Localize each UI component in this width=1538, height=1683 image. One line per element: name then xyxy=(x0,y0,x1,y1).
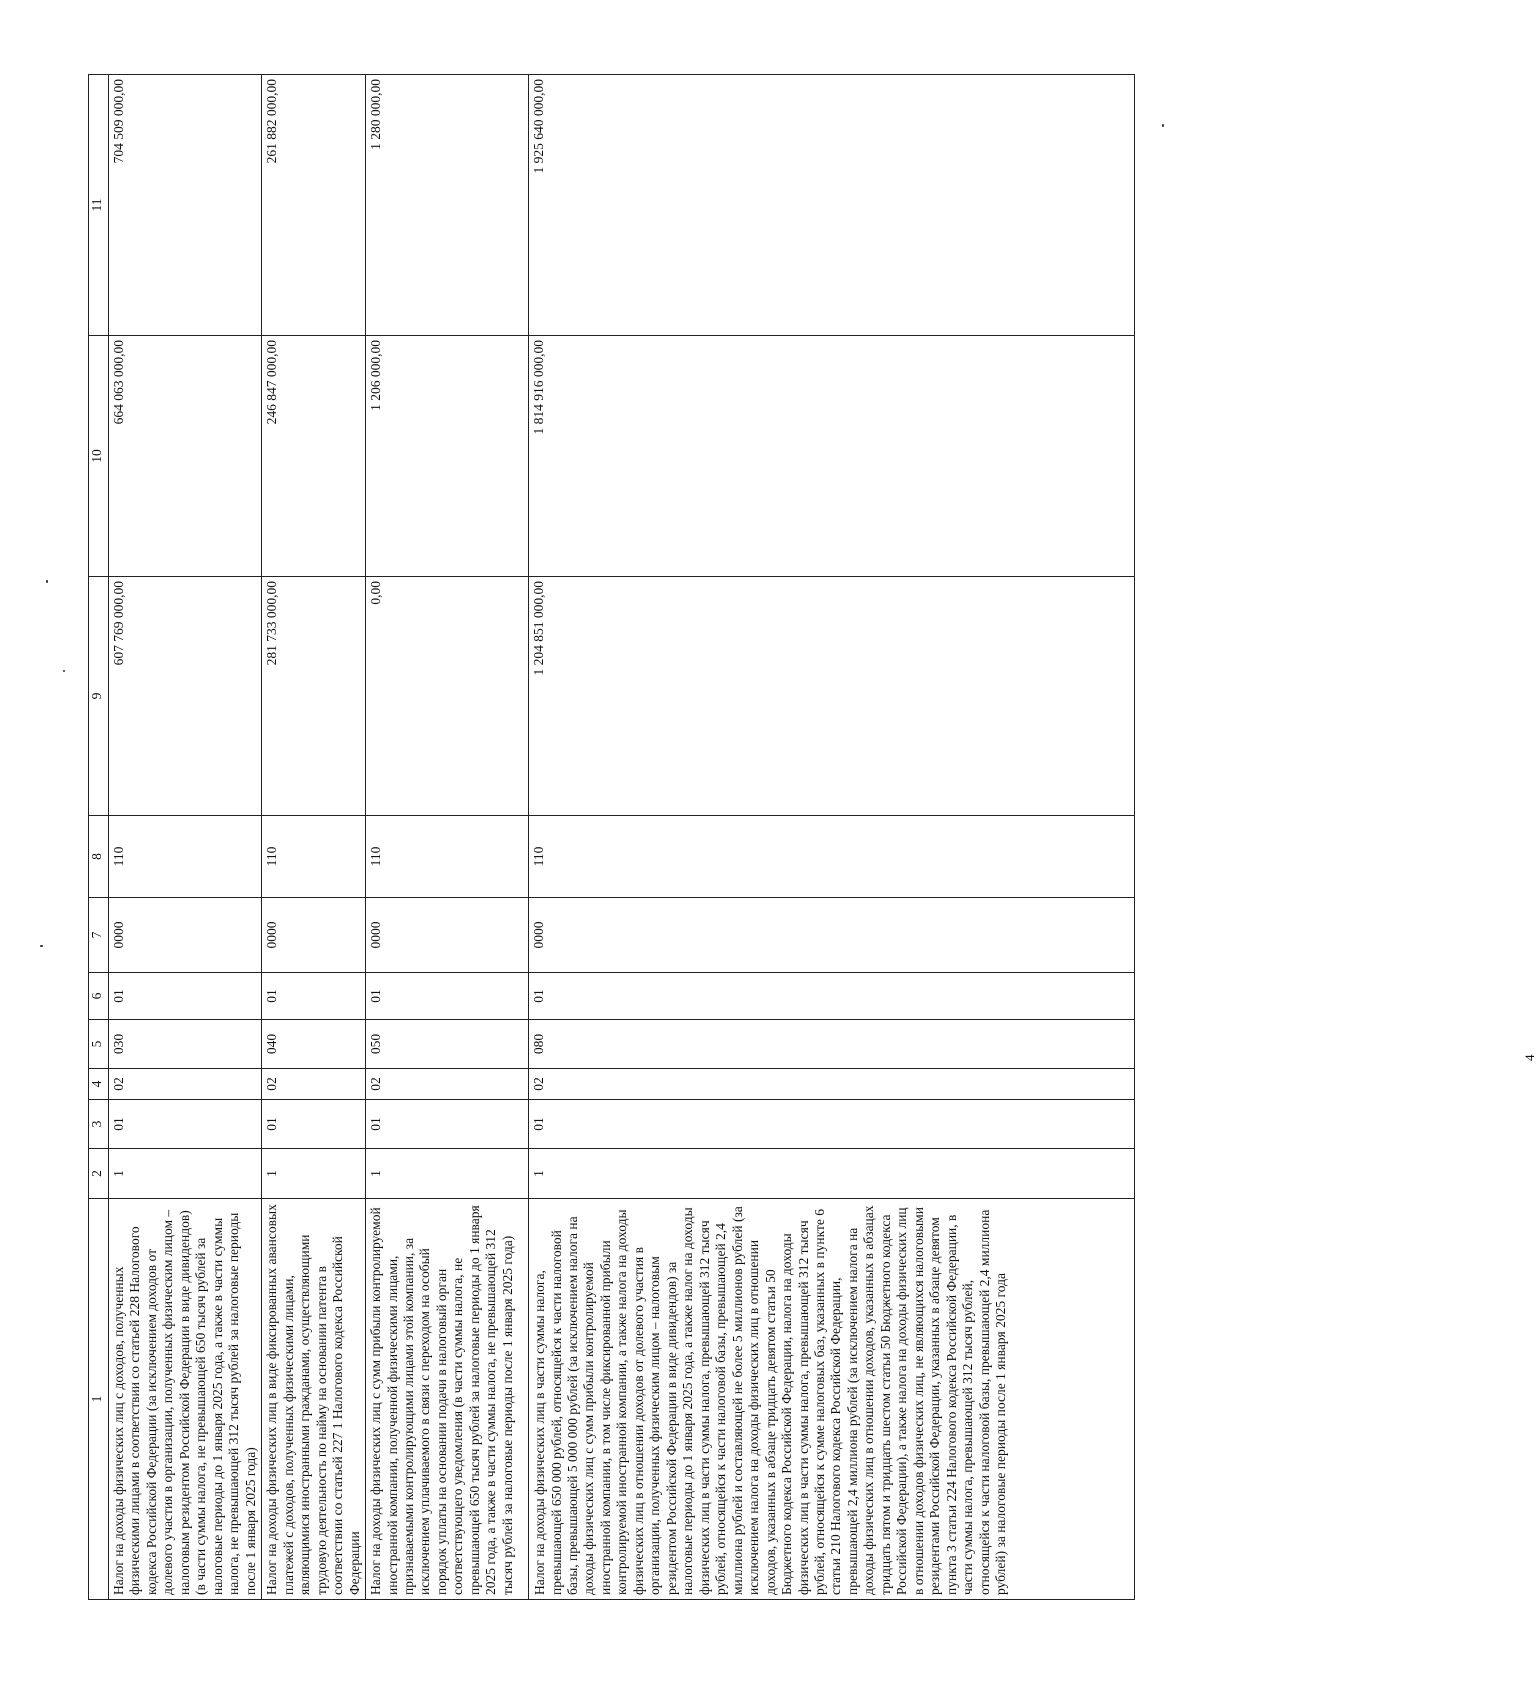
scan-speck xyxy=(63,670,65,672)
cell-c2: 1 xyxy=(109,1149,262,1199)
landscape-page xyxy=(88,75,1108,1600)
cell-c6: 01 xyxy=(366,973,529,1020)
cell-c2: 1 xyxy=(366,1149,529,1199)
cell-c4: 02 xyxy=(109,1069,262,1100)
cell-amount-c9: 1 204 851 000,00 xyxy=(529,577,1135,816)
cell-c8: 110 xyxy=(262,816,366,898)
cell-amount-c9: 0,00 xyxy=(366,577,529,816)
cell-amount-c11: 1 280 000,00 xyxy=(366,75,529,336)
cell-c3: 01 xyxy=(262,1100,366,1149)
col-header-3: 3 xyxy=(89,1100,109,1149)
cell-c8: 110 xyxy=(366,816,529,898)
cell-c3: 01 xyxy=(529,1100,1135,1149)
cell-c4: 02 xyxy=(366,1069,529,1100)
cell-c7: 0000 xyxy=(366,898,529,973)
scan-speck xyxy=(40,945,43,947)
cell-c8: 110 xyxy=(109,816,262,898)
cell-c5: 040 xyxy=(262,1020,366,1069)
table-row xyxy=(366,75,529,1600)
table-row xyxy=(529,75,1135,1600)
col-header-9: 9 xyxy=(89,577,109,816)
cell-amount-c10: 664 063 000,00 xyxy=(109,336,262,577)
cell-amount-c11: 1 925 640 000,00 xyxy=(529,75,1135,336)
col-header-4: 4 xyxy=(89,1069,109,1100)
cell-c5: 030 xyxy=(109,1020,262,1069)
col-header-6: 6 xyxy=(89,973,109,1020)
cell-c4: 02 xyxy=(262,1069,366,1100)
cell-c8: 110 xyxy=(529,816,1135,898)
budget-revenue-table xyxy=(88,74,1135,1600)
cell-amount-c10: 246 847 000,00 xyxy=(262,336,366,577)
col-header-7: 7 xyxy=(89,898,109,973)
col-header-10: 10 xyxy=(89,336,109,577)
cell-c5: 080 xyxy=(529,1020,1135,1069)
cell-c6: 01 xyxy=(262,973,366,1020)
cell-c3: 01 xyxy=(366,1100,529,1149)
row-description: Налог на доходы физических лиц с доходов, полученных физическими лицами в соответствии со статьей 228 Налогового кодекса Российской Федерации (за исключением доходов от долевого участия в организации, полученных физическим лицом – налоговым резидентом Российской Федерации в виде дивидендов) (в части суммы налога, не превышающей 650 тысяч рублей за налоговые периоды до 1 января 2025 года, а также в части суммы налога, не превышающей 312 тысяч рублей за налоговые периоды после 1 января 2025 года) xyxy=(109,1199,262,1600)
cell-c2: 1 xyxy=(262,1149,366,1199)
col-header-8: 8 xyxy=(89,816,109,898)
col-header-5: 5 xyxy=(89,1020,109,1069)
cell-amount-c9: 281 733 000,00 xyxy=(262,577,366,816)
col-header-2: 2 xyxy=(89,1149,109,1199)
cell-c2: 1 xyxy=(529,1149,1135,1199)
cell-c3: 01 xyxy=(109,1100,262,1149)
header-row xyxy=(89,75,109,1600)
col-header-1: 1 xyxy=(89,1199,109,1600)
row-description: Налог на доходы физических лиц в части суммы налога, превышающей 650 000 рублей, относящейся к части налоговой базы, превышающей 5 000 000 рублей (за исключением налога на доходы физических лиц с сумм прибыли контролируемой иностранной компании, в том числе фиксированной прибыли контролируемой иностранной компании, а также налога на доходы физических лиц в отношении доходов от долевого участия в организации, полученных физическим лицом – налоговым резидентом Российской Федерации в виде дивидендов) за налоговые периоды до 1 января 2025 года, а также налог на доходы физических лиц в части суммы налога, превышающей 312 тысяч рублей, относящейся к части налоговой базы, превышающей 2,4 миллиона рублей и составляющей не более 5 миллионов рублей (за исключением налога на доходы физических лиц в отношении доходов, указанных в абзаце тридцать девятом статьи 50 Бюджетного кодекса Российской Федерации, налога на доходы физических лиц в части суммы налога, превышающей 312 тысяч рублей, относящейся к сумме налоговых баз, указанных в пункте 6 статьи 210 Налогового кодекса Российской Федерации, превышающей 2,4 миллиона рублей (за исключением налога на доходы физических лиц в отношении доходов, указанных в абзацах тридцать пятом и тридцать шестом статьи 50 Бюджетного кодекса Российской Федерации), а также налога на доходы физических лиц в отношении доходов физических лиц, не являющихся налоговыми резидентами Российской Федерации, указанных в абзаце девятом пункта 3 статьи 224 Налогового кодекса Российской Федерации, в части суммы налога, превышающей 312 тысяч рублей, относящейся к части налоговой базы, превышающей 2,4 миллиона рублей) за налоговые периоды после 1 января 2025 года xyxy=(529,1199,1135,1600)
page-number: 4 xyxy=(1522,1054,1537,1061)
table-row xyxy=(262,75,366,1600)
scan-speck xyxy=(1162,124,1164,127)
table-row xyxy=(109,75,262,1600)
cell-c7: 0000 xyxy=(529,898,1135,973)
cell-amount-c11: 704 509 000,00 xyxy=(109,75,262,336)
row-description: Налог на доходы физических лиц в виде фиксированных авансовых платежей с доходов, полученных физическими лицами, являющимися иностранными гражданами, осуществляющими трудовую деятельность по найму на основании патента в соответствии со статьей 227 1 Налогового кодекса Российской Федерации xyxy=(262,1199,366,1600)
scan-speck xyxy=(46,580,48,583)
cell-amount-c10: 1 814 916 000,00 xyxy=(529,336,1135,577)
cell-amount-c10: 1 206 000,00 xyxy=(366,336,529,577)
cell-amount-c11: 261 882 000,00 xyxy=(262,75,366,336)
col-header-11: 11 xyxy=(89,75,109,336)
cell-c5: 050 xyxy=(366,1020,529,1069)
cell-c4: 02 xyxy=(529,1069,1135,1100)
row-description: Налог на доходы физических лиц с сумм прибыли контролируемой иностранной компании, полученной физическими лицами, признаваемыми контролирующими лицами этой компании, за исключением уплачиваемого в связи с переходом на особый порядок уплаты на основании подачи в налоговый орган соответствующего уведомления (в части суммы налога, не превышающей 650 тысяч рублей за налоговые периоды до 1 января 2025 года, а также в части суммы налога, не превышающей 312 тысяч рублей за налоговые периоды после 1 января 2025 года) xyxy=(366,1199,529,1600)
cell-amount-c9: 607 769 000,00 xyxy=(109,577,262,816)
cell-c7: 0000 xyxy=(109,898,262,973)
cell-c7: 0000 xyxy=(262,898,366,973)
cell-c6: 01 xyxy=(529,973,1135,1020)
cell-c6: 01 xyxy=(109,973,262,1020)
